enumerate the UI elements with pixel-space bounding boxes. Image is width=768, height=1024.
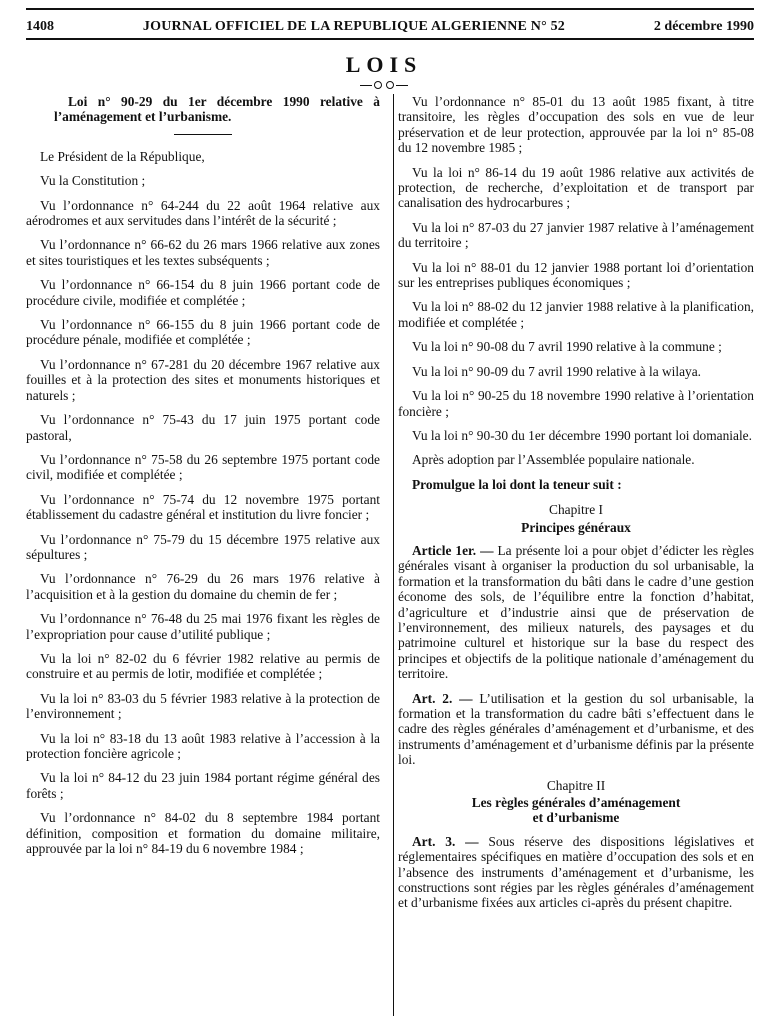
visa-list-right xyxy=(398,94,754,468)
visa-paragraph-left-6: Vu l’ordonnance n° 67-281 du 20 décembre 1967 relative aux fouilles et à la protection des sites et monuments historiques et naturels ; xyxy=(26,356,380,403)
visa-paragraph-left-1: Vu la Constitution ; xyxy=(40,173,146,189)
visa-paragraph-right-3: Vu la loi n° 88-01 du 12 janvier 1988 portant loi d’orientation sur les entreprises publiques économiques ; xyxy=(398,259,754,291)
article-2-label: Art. 2. — xyxy=(412,690,473,706)
visa-paragraph-right-5: Vu la loi n° 90-08 du 7 avril 1990 relative à la commune ; xyxy=(412,339,722,355)
visa-paragraph-left-7: Vu l’ordonnance n° 75-43 du 17 juin 1975 portant code pastoral, xyxy=(26,412,380,443)
chapter-2-title-line2: et d’urbanisme xyxy=(532,810,620,826)
top-rule xyxy=(26,8,754,10)
visa-paragraph-left-5: Vu l’ordonnance n° 66-155 du 8 juin 1966 portant code de procédure pénale, modifiée et complétée ; xyxy=(26,317,380,348)
visa-paragraph-left-17: Vu l’ordonnance n° 84-02 du 8 septembre 1984 portant définition, composition et formation du domaine militaire, approuvée par la loi n° 84-19 du 6 novembre 1984 ; xyxy=(26,810,380,857)
article-2 xyxy=(398,691,754,768)
journal-title: JOURNAL OFFICIEL DE LA REPUBLIQUE ALGERIENNE N° 52 xyxy=(142,19,565,34)
visa-paragraph-right-8: Vu la loi n° 90-30 du 1er décembre 1990 portant loi domaniale. xyxy=(412,427,752,443)
visa-paragraph-right-6: Vu la loi n° 90-09 du 7 avril 1990 relative à la wilaya. xyxy=(412,363,702,379)
visa-paragraph-right-4: Vu la loi n° 88-02 du 12 janvier 1988 relative à la planification, modifiée et complétée ; xyxy=(398,299,754,330)
visa-paragraph-left-16: Vu la loi n° 84-12 du 23 juin 1984 portant régime général des forêts ; xyxy=(26,770,380,801)
visa-paragraph-left-2: Vu l’ordonnance n° 64-244 du 22 août 1964 relative aux aérodromes et aux servitudes dans l’intérêt de la sécurité ; xyxy=(26,197,380,229)
section-title: LOIS xyxy=(345,52,423,77)
visa-paragraph-left-9: Vu l’ordonnance n° 75-74 du 12 novembre 1975 portant établissement du cadastre général et institution du livre foncier ; xyxy=(26,491,380,523)
chapter-2-label: Chapitre II xyxy=(546,777,606,793)
visa-paragraph-right-1: Vu la loi n° 86-14 du 19 août 1986 relative aux activités de protection, de recherche, d’exploitation et de transport par canalisation des hydrocarbures ; xyxy=(398,164,754,211)
right-column xyxy=(398,94,754,920)
visa-paragraph-left-8: Vu l’ordonnance n° 75-58 du 26 septembre 1975 portant code civil, modifiée et complétée ; xyxy=(26,451,380,483)
visa-list-left xyxy=(26,149,380,857)
article-3-label: Art. 3. — xyxy=(412,833,479,849)
visa-paragraph-left-11: Vu l’ordonnance n° 76-29 du 26 mars 1976 relative à l’acquisition et à la gestion du domaine du chemin de fer ; xyxy=(26,571,380,602)
page-number: 1408 xyxy=(26,19,54,34)
visa-paragraph-left-3: Vu l’ordonnance n° 66-62 du 26 mars 1966 relative aux zones et sites touristiques et les textes subséquents ; xyxy=(26,237,380,268)
left-column xyxy=(26,94,380,865)
ornament-icon xyxy=(360,80,408,90)
article-2-text: L’utilisation et la gestion du sol urbanisable, la formation et la transformation du cadre bâti s’effectuent dans le cadre des règles générales d’aménagement et d’urbanisme, et des instruments d’aménagement et d’urbanisme définis par la présente loi. xyxy=(398,690,754,768)
visa-paragraph-left-10: Vu l’ordonnance n° 75-79 du 15 décembre 1975 relative aux sépultures ; xyxy=(26,531,380,562)
article-1 xyxy=(398,543,754,682)
header-rule xyxy=(26,38,754,40)
visa-paragraph-left-12: Vu l’ordonnance n° 76-48 du 25 mai 1976 fixant les règles de l’expropriation pour cause d’utilité publique ; xyxy=(26,611,380,642)
article-3 xyxy=(398,834,754,911)
page-header xyxy=(26,16,754,38)
chapter-2-title-line1: Les règles générales d’aménagement xyxy=(471,795,681,811)
visa-paragraph-right-2: Vu la loi n° 87-03 du 27 janvier 1987 relative à l’aménagement du territoire ; xyxy=(398,219,754,251)
promulgation: Promulgue la loi dont la teneur suit : xyxy=(412,476,622,492)
article-3-text: Sous réserve des dispositions législatives et réglementaires spécifiques en matière d’occupation des sols et en l’absence des instruments d’aménagement et d’urbanisme, les constructions sont régies par les règles générales d’aménagement et d’urbanisme fixées aux articles ci-après du présent chapitre. xyxy=(398,833,754,911)
chapter-1-label: Chapitre I xyxy=(549,502,603,518)
law-title: Loi n° 90-29 du 1er décembre 1990 relative à l’aménagement et l’urbanisme. xyxy=(54,94,380,125)
visa-paragraph-left-13: Vu la loi n° 82-02 du 6 février 1982 relative au permis de construire et au permis de lotir, modifiée et complétée ; xyxy=(26,650,380,682)
visa-paragraph-right-7: Vu la loi n° 90-25 du 18 novembre 1990 relative à l’orientation foncière ; xyxy=(398,388,754,419)
article-1-text: La présente loi a pour objet d’édicter les règles générales visant à organiser la production du sol urbanisable, la formation et la transformation du bâti dans le cadre d’une gestion économe des sols, de l’équilibre entre la fonction d’habitat, d’agriculture et d’industrie ainsi que de préservation de l’environnement, des milieux naturels, des paysages et du patrimoine culturel et historique sur la base du respect des principes et objectifs de la politique nationale d’aménagement du territoire. xyxy=(398,542,754,682)
visa-paragraph-left-4: Vu l’ordonnance n° 66-154 du 8 juin 1966 portant code de procédure civile, modifiée et complétée ; xyxy=(26,277,380,308)
visa-paragraph-right-9: Après adoption par l’Assemblée populaire nationale. xyxy=(412,452,695,468)
issue-date: 2 décembre 1990 xyxy=(653,19,754,34)
article-1-label: Article 1er. — xyxy=(412,542,494,558)
title-rule xyxy=(174,134,232,135)
visa-paragraph-left-15: Vu la loi n° 83-18 du 13 août 1983 relative à l’accession à la protection foncière agricole ; xyxy=(26,730,380,761)
visa-paragraph-left-0: Le Président de la République, xyxy=(40,148,205,164)
column-divider xyxy=(393,94,394,1016)
visa-paragraph-left-14: Vu la loi n° 83-03 du 5 février 1983 relative à la protection de l’environnement ; xyxy=(26,690,380,722)
visa-paragraph-right-0: Vu l’ordonnance n° 85-01 du 13 août 1985 fixant, à titre transitoire, les règles d’occupation des sols en vue de leur préservation et de leur protection, approuvée par la loi n° 85-08 du 12 novembre 1985 ; xyxy=(398,94,754,156)
chapter-1-title: Principes généraux xyxy=(521,519,631,535)
